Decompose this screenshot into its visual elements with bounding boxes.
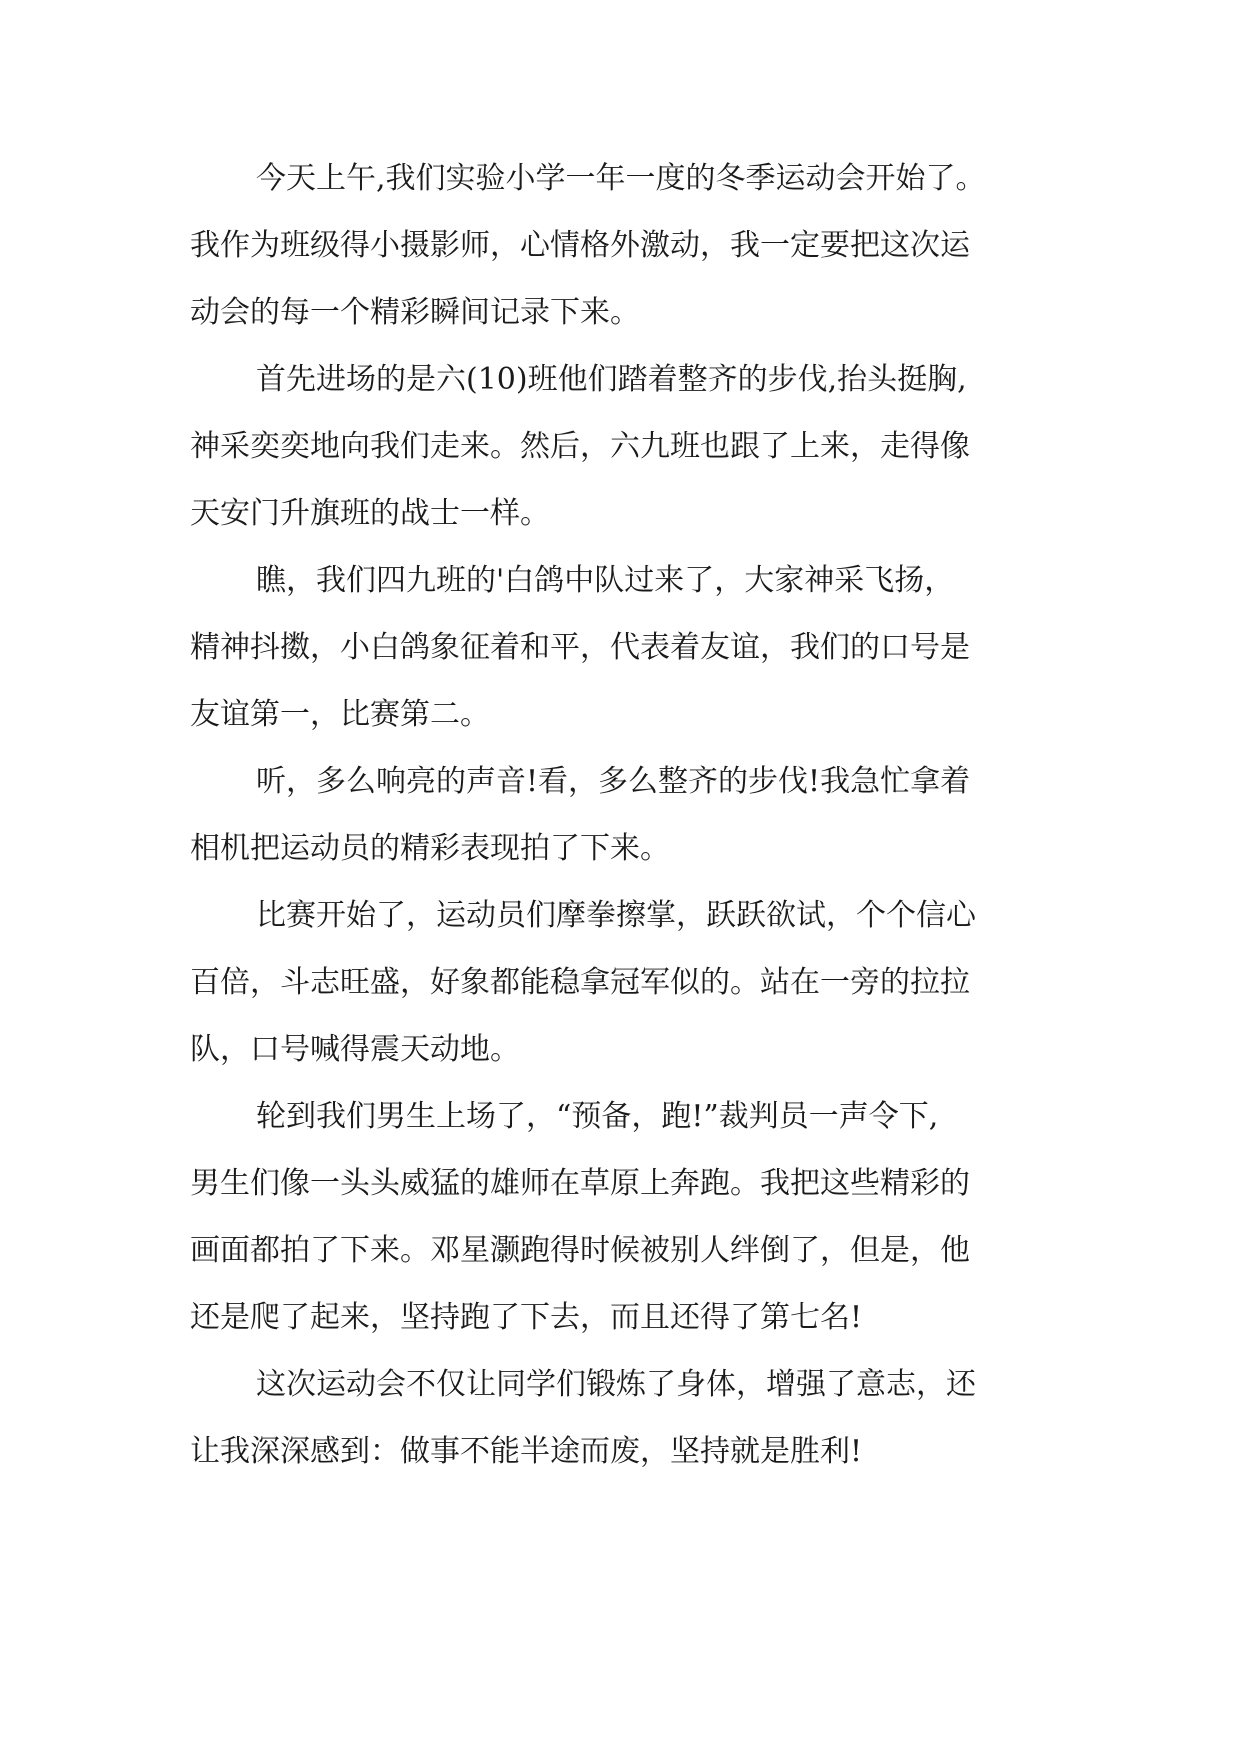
paragraph-our-class [190, 547, 1090, 748]
text-line: 今天上午,我们实验小学一年一度的冬季运动会开始了。 [256, 161, 986, 196]
paragraph-boys-race [190, 1083, 1090, 1351]
text-line: 轮到我们男生上场了，“预备，跑!”裁判员一声令下, [256, 1099, 939, 1134]
paragraph-entrance [190, 346, 1090, 547]
text-line: 让我深深感到：做事不能半途而废，坚持就是胜利! [190, 1434, 863, 1469]
text-line: 瞧，我们四九班的'白鸽中队过来了，大家神采飞扬， [256, 563, 955, 598]
text-line: 这次运动会不仅让同学们锻炼了身体，增强了意志，还 [256, 1367, 976, 1402]
text-line: 男生们像一头头威猛的雄师在草原上奔跑。我把这些精彩的 [190, 1166, 970, 1201]
text-line: 还是爬了起来，坚持跑了下去，而且还得了第七名! [190, 1300, 863, 1335]
paragraph-competition-start [190, 882, 1090, 1083]
text-line: 动会的每一个精彩瞬间记录下来。 [190, 295, 640, 330]
paragraph-conclusion [190, 1351, 1090, 1485]
text-line: 精神抖擞，小白鸽象征着和平，代表着友谊，我们的口号是 [190, 630, 970, 665]
text-line: 神采奕奕地向我们走来。然后，六九班也跟了上来，走得像 [190, 429, 970, 464]
text-line: 天安门升旗班的战士一样。 [190, 496, 550, 531]
text-line: 我作为班级得小摄影师，心情格外激动，我一定要把这次运 [190, 228, 970, 263]
text-line: 百倍，斗志旺盛，好象都能稳拿冠军似的。站在一旁的拉拉 [190, 965, 970, 1000]
text-line: 首先进场的是六(10)班他们踏着整齐的步伐,抬头挺胸, [256, 362, 967, 397]
text-line: 相机把运动员的精彩表现拍了下来。 [190, 831, 670, 866]
paragraph-opening [190, 145, 1090, 346]
text-line: 听，多么响亮的声音!看，多么整齐的步伐!我急忙拿着 [256, 764, 971, 799]
text-line: 画面都拍了下来。邓星灏跑得时候被别人绊倒了，但是，他 [190, 1233, 970, 1268]
paragraph-sounds [190, 748, 1090, 882]
text-line: 队，口号喊得震天动地。 [190, 1032, 520, 1067]
text-line: 友谊第一，比赛第二。 [190, 697, 490, 732]
text-line: 比赛开始了，运动员们摩拳擦掌，跃跃欲试，个个信心 [256, 898, 976, 933]
